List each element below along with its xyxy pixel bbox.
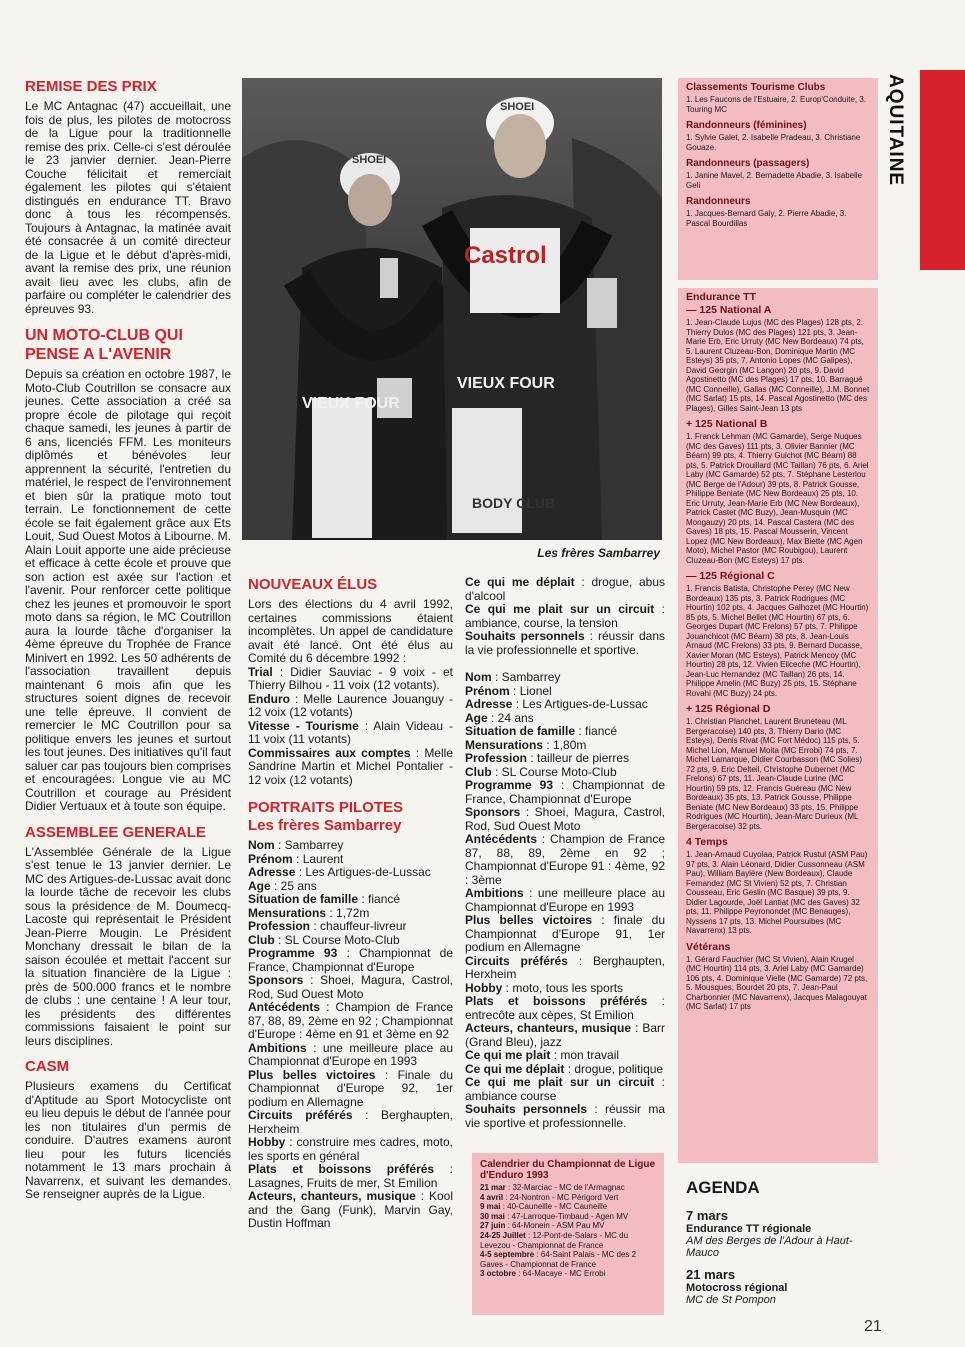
photo-shirt-left: VIEUX FOUR — [302, 395, 400, 412]
portrait-row: Club : SL Course Moto-Club — [248, 932, 400, 947]
photo-bib: BODY CLUB — [472, 495, 555, 511]
agenda-place: MC de St Pompon — [686, 1294, 776, 1306]
calendar-item: 24-25 Juillet : 12-Pont-de-Salars - MC du Levezou - Championnat de France — [480, 1230, 629, 1250]
text-elus-intro: Lors des élections du 4 avril 1992, certaines commissions étaient incomplètes. Un appel de candidature avait été lancé. Ont été élus au Comité du 6 décembre 1992 : — [248, 597, 453, 665]
endurance-section-title: Vétérans — [686, 940, 731, 953]
elus-item: Enduro : Melle Laurence Jouanguy - 12 voix (12 votants) — [248, 691, 453, 719]
agenda-event: Motocross régional — [686, 1282, 788, 1294]
portrait-row: Ce qui me plait sur un circuit : ambiance, course, la tension — [465, 602, 665, 630]
portrait-laurent-cont — [465, 576, 665, 657]
classement-block — [686, 158, 870, 190]
calendar-item: 9 mai : 40-Cauneille - MC Cauneille — [480, 1202, 608, 1212]
elus-item: Commissaires aux comptes : Melle Sandrine Martin et Michel Pontalier - 12 voix (12 votants) — [248, 745, 453, 787]
endurance-section — [686, 837, 870, 936]
endurance-section-title: — 125 Régional C — [686, 570, 775, 582]
heading-nouveaux-elus: NOUVEAUX ÉLUS — [248, 576, 378, 593]
heading-moto-club — [25, 326, 231, 364]
portrait-row: Profession : chauffeur-livreur — [248, 919, 407, 933]
calendar-item: 4 avril : 24-Nontron - MC Périgord Vert — [480, 1192, 619, 1202]
portrait-row: Profession : tailleur de pierres — [465, 751, 630, 765]
agenda-item — [686, 1267, 876, 1306]
portrait-row: Age : 24 ans — [465, 710, 534, 725]
endurance-section — [686, 571, 870, 698]
portrait-row: Ce qui me plait sur un circuit : ambiance course — [465, 1075, 665, 1103]
agenda-event: Endurance TT régionale — [686, 1223, 812, 1235]
portrait-row: Nom : Sambarrey — [465, 670, 561, 684]
endurance-box — [678, 288, 878, 1163]
endurance-section-text: 1. Jean-Claude Lujus (MC des Plages) 128 pts, 2. Thierry Dulos (MC des Plages) 121 pts, 3. Jean-Marie Erb, Eric Urruty (MC New Bordeaux) 74 pts, 5. Laurent Cluzeau-Bon, Dominique Martin (MC Esteys) 35 pts, 7. Antonio Lopes (MC Galipes), David Georgin (MC Langon) 20 pts, 9. David Agostinetto (MC des Plages) 17 pts, 10. Barragué (MC Conneille), Gallas (MC Conneille), J.M. Bonnet (MC Sarlat) 15 pts, 14. Pascal Agostinetto (MC des Plages), Gilles Saint-Jean 13 pts — [686, 318, 870, 413]
endurance-title: Endurance TT — [686, 291, 757, 303]
agenda — [686, 1178, 876, 1306]
portrait-row: Plus belles victoires : Finale du Championnat d'Europe 92, 1er podium en Allemagne — [248, 1067, 453, 1109]
column-middle-right — [465, 576, 665, 1151]
portrait-row: Ambitions : une meilleure place au Championnat d'Europe en 1993 — [248, 1040, 453, 1068]
calendar-item: 21 mar : 32-Marciac - MC de l'Armagnac — [480, 1183, 625, 1192]
agenda-title: AGENDA — [686, 1178, 760, 1197]
photo-helmet-right: SHOEI — [500, 101, 535, 113]
text-assemblee: L'Assemblée Générale de la Ligue s'est tenue le 13 janvier dernier. Le MC des Artigues-de-Lussac avait donc la lourde tâche de recevoir les clubs sous la présidence de M. Doumecq-Lacoste qui représentait le Président Jean-Pierre Mougin. Le Président Monchany dressait le bilan de la saison écoulée et mettait l'accent sur la situation financière de la Ligue : près de 500.000 francs et le nombre de clubs : une centaine ! A leur tour, les présidents des différentes commissions faisaient le point sur leurs disciplines. — [25, 844, 231, 1048]
endurance-section-text: 1. Franck Lehman (MC Gamarde), Serge Nuques (MC des Gaves) 111 pts, 3. Olivier Bannier (MC Béarn) 99 pts, 4. Thierry Guichot (MC Béarn) 88 pts, 5. Patrick Drouillard (MC Taillan) 76 pts, 6. Ariel Laby (MC Gamarde) 52 pts, 7. Stéphane Lesterlou (MC Berge de l'Adour) 39 pts, 8. Patrick Gousse, Philippe Beniate (MC New Bordeaux) 25 pts, 10. Eric Urruty, Jean-Marie Erb (MC New Bordeaux), Patrick Castet (MC Buzy), Jean-Musquin (MC Mongauzy) 20 pts, 14. Pascal Castera (MC des Gaves) 18 pts, 15. Pascal Mousserin, Vincent Lopez (MC New Bordeaux), Max Biette (MC Agen Moto), Michel Pastor (MC Roubigou), Laurent Cluzeau-Bon (MC Esteys) 17 pts. — [686, 432, 869, 565]
portrait-row: Nom : Sambarrey — [248, 838, 344, 852]
portrait-row: Acteurs, chanteurs, musique : Kool and the Gang (Funk), Marvin Gay, Dustin Hoffman — [248, 1189, 453, 1230]
classement-text: 1. Jacques-Bernard Galy, 2. Pierre Abadie, 3. Pascal Bourdillas — [686, 209, 847, 228]
agenda-date: 7 mars — [686, 1208, 728, 1223]
portrait-row: Antécédents : Champion de France 87, 88, 89, 2ème en 92 ; Championnat d'Europe 91 : 4ème, 92 : 3ème — [465, 832, 665, 887]
classement-title: Randonneurs — [686, 196, 751, 207]
heading-moto-club-line2: PENSE A L'AVENIR — [25, 346, 172, 363]
endurance-section-title: 4 Temps — [686, 836, 728, 848]
portrait-laurent — [248, 839, 453, 1231]
portrait-row: Plats et boissons préférés : Lasagnes, Fruits de mer, St Emilion — [248, 1162, 453, 1190]
text-moto-club: Depuis sa création en octobre 1987, le Moto-Club Coutrillon se consacre aux jeunes. Cette association a créé sa propre école de pilotage qui reçoit chaque samedi, les jeunes à partir de 6 ans, licenciés FFM. Les moniteurs diplômés et bénévoles leur apprennent la sécurité, l'entretien du matériel, le respect de l'environnement et bien sûr la pratique moto tout terrain. Le fonctionnement de cette école se fait également grâce aux Ets Louit, Sud Ouest Motos à Libourne. M. Alain Louit apporte une aide précieuse et efficace à cette école et prouve que son action est axée sur l'action et l'avenir. Pour renforcer cette politique chez les jeunes et promouvoir le sport moto dans sa région, le MC Coutrillon aura la lourde tâche d'organiser la 4ème épreuve du Trophée de France Minivert en 1992. Les 50 adhérents de l'association travaillent depuis maintenant 6 mois afin que les structures soient dignes de recevoir une telle épreuve. Il convient de remercier le MC Coutrillon pour sa politique envers les jeunes et surtout les tout jeunes. Des initiatives qu'il faut saluer car pas toujours bien comprises et encouragées. Longue vie au MC Coutrillon et courage au Président Didier Vertuaux et à toute son équipe. — [25, 367, 231, 813]
portrait-row: Hobby : construire mes cadres, moto, les sports en général — [248, 1135, 453, 1163]
section-portraits — [248, 799, 453, 1231]
classement-text: 1. Janine Mavel, 2. Bernadette Abadie, 3. Isabelle Geli — [686, 171, 863, 190]
photo-illustration — [242, 78, 662, 540]
classement-block — [686, 120, 870, 152]
elus-item: Vitesse - Tourisme : Alain Videau - 11 voix (11 votants) — [248, 718, 453, 746]
endurance-section — [686, 704, 870, 831]
portrait-lionel — [465, 671, 665, 1130]
agenda-date: 21 mars — [686, 1267, 736, 1282]
classement-title: Classements Tourisme Clubs — [686, 82, 826, 93]
endurance-section-title: — 125 National A — [686, 304, 772, 316]
portrait-row: Mensurations : 1,72m — [248, 905, 370, 920]
portrait-row: Acteurs, chanteurs, musique : Barr (Grand Bleu), jazz — [465, 1021, 665, 1049]
portrait-row: Ce qui me déplait : drogue, abus d'alcool — [465, 576, 665, 603]
calendar-list — [480, 1183, 656, 1279]
endurance-section — [686, 942, 870, 1012]
portrait-row: Circuits préférés : Berghaupten, Herxheim — [465, 953, 665, 981]
calendar-item: 27 juin : 64-Monein - ASM Pau MV — [480, 1221, 605, 1231]
agenda-place: AM des Berges de l'Adour à Haut-Mauco — [686, 1235, 853, 1259]
heading-remise: REMISE DES PRIX — [25, 78, 157, 95]
heading-moto-club-line1: UN MOTO-CLUB QUI — [25, 327, 183, 344]
portrait-row: Programme 93 : Championnat de France, Championnat d'Europe — [465, 778, 665, 806]
photo-castrol: Castrol — [464, 242, 547, 269]
endurance-section — [686, 419, 870, 565]
page-number: 21 — [864, 1318, 882, 1335]
classement-title: Randonneurs (passagers) — [686, 158, 810, 169]
elus-item: Trial : Didier Sauviac - 9 voix - et Thierry Bilhou - 11 voix (12 votants). — [248, 664, 453, 692]
endurance-section — [686, 305, 870, 413]
calendar-box — [472, 1153, 664, 1315]
section-remise-des-prix — [25, 78, 231, 316]
brand-label: AQUITAINE — [885, 74, 906, 187]
calendar-item: 30 mai : 47-Larroque-Timbaud - Agen MV — [480, 1211, 629, 1221]
classement-text: 1. Les Faucons de l'Estuaire, 2. Europ'Conduite, 3. Touring MC — [686, 95, 867, 114]
calendar-item: 4-5 septembre : 64-Saint Palais - MC des 2 Gaves - Championnat de France — [480, 1250, 637, 1269]
calendar-item: 3 octobre : 64-Macaye - MC Errobi — [480, 1269, 606, 1279]
classement-text: 1. Sylvie Galet, 2. Isabelle Pradeau, 3. Christiane Gouaze. — [686, 133, 861, 152]
endurance-section-title: + 125 National B — [686, 418, 768, 430]
heading-portraits — [248, 799, 453, 835]
portrait-row: Souhaits personnels : réussir dans la vie professionnelle et sportive. — [465, 629, 665, 657]
classement-block — [686, 196, 870, 228]
photo-caption: Les frères Sambarrey — [537, 546, 660, 560]
portrait-row: Plats et boissons préférés : entrecôte aux cèpes, St Emilion — [465, 994, 665, 1022]
heading-assemblee: ASSEMBLEE GENERALE — [25, 823, 206, 841]
classement-title: Randonneurs (féminines) — [686, 120, 807, 131]
elus-list — [248, 666, 453, 788]
photo-sambarrey-brothers — [242, 78, 662, 540]
calendar-title: Calendrier du Championnat de Ligue d'Enduro 1993 — [480, 1159, 656, 1181]
portrait-row: Sponsors : Shoei, Magura, Castrol, Rod, Sud Ouest Moto — [465, 805, 665, 833]
portrait-row: Souhaits personnels : réussir ma vie sportive et professionnelle. — [465, 1102, 665, 1130]
portrait-row: Ce qui me déplait : drogue, politique — [465, 1061, 664, 1076]
agenda-item — [686, 1208, 876, 1259]
heading-portraits-line1: PORTRAITS PILOTES — [248, 799, 404, 816]
portrait-row: Prénom : Lionel — [465, 683, 552, 698]
section-nouveaux-elus — [248, 576, 453, 787]
endurance-section-title: + 125 Régional D — [686, 703, 771, 715]
text-casm: Plusieurs examens du Certificat d'Aptitude au Sport Motocycliste ont eu lieu depuis le début de l'année pour les non titulaires d'un permis de conduire. D'autres examens auront lieu pour les futurs licenciés notamment le 13 mars prochain à Navarrenx, et suivant les demandes. Se renseigner auprès de la Ligue. — [25, 1079, 231, 1201]
endurance-section-text: 1. Jean-Arnaud Cuyolaa, Patrick Rustul (ASM Pau) 97 pts, 3. Alain Léonard, Didier Cussonneau (ASM Pau), William Baylère (New Bordeaux), Claude Fernandez (MC St Vivien) 52 pts, 7. Christian Cousseau, Eric Geslin (MC Basque) 39 pts, 9. Didier Lagourde, Joël Lantiat (MC des Gaves) 32 pts, 11. Philippe Peyronondet (MC Benauges), Nyssens 17 pts, 13. Michel Poursuibes (MC Navarrenx) 13 pts. — [686, 850, 868, 935]
portrait-row: Programme 93 : Championnat de France, Championnat d'Europe — [248, 946, 453, 974]
heading-portraits-line2: Les frères Sambarrey — [248, 817, 402, 834]
classements-box — [678, 78, 878, 280]
section-casm — [25, 1058, 231, 1202]
portrait-row: Adresse : Les Artigues-de-Lussac — [248, 865, 431, 879]
photo-helmet-left: SHOEI — [352, 154, 387, 166]
column-middle-left — [248, 576, 453, 1311]
portrait-row: Ambitions : une meilleure place au Championnat d'Europe en 1993 — [465, 886, 665, 914]
portrait-row: Antécédents : Champion de France 87, 88, 89, 2ème en 92 ; Championnat d'Europe : 4ème en 91 et 3ème en 92 — [248, 1000, 453, 1041]
endurance-section-text: 1. Francis Batista, Christophe Perey (MC New Bordeaux) 135 pts, 3. Patrick Rodrigues (MC Hourtin) 102 pts, 4. Jacques Galhozet (MC Hourtin) 85 pts, 5. Michel Bellet (MC Hourtin) 67 pts, 6. Georges Dupart (MC Frelons) 57 pts, 7. Philippe Jouanchicot (MC Béarn) 38 pts, 8. Jean-Louis Arnaud (MC Frelons) 33 pts, 9. Bernard Ducasse, Xavier Moran (MC Esteys), Patrick Mencoy (MC Hourtin) 28 pts, 12. Vivien Eliceche (MC Hourtin), Jean-Luc Hernandez (MC Taillan) 26 pts, 14. Philippe Amelin (MC Buzy) 25 pts, 15. Stéphane Rovahi (MC Buzy) 24 pts. — [686, 584, 869, 698]
brand-tab — [920, 70, 965, 270]
column-left — [25, 78, 231, 1323]
heading-casm: CASM — [25, 1058, 70, 1075]
portrait-row: Plus belles victoires : finale du Championnat d'Europe 91, 1er podium en Allemagne — [465, 913, 665, 954]
portrait-row: Situation de famille : fiancé — [465, 724, 618, 738]
portrait-row: Club : SL Course Moto-Club — [465, 764, 617, 779]
portrait-row: Circuits préférés : Berghaupten, Herxheim — [248, 1108, 453, 1136]
portrait-row: Age : 25 ans — [248, 878, 317, 893]
portrait-row: Ce qui me plait : mon travail — [465, 1048, 620, 1062]
photo-shirt-right: VIEUX FOUR — [457, 375, 555, 392]
endurance-section-text: 1. Christian Planchet, Laurent Bruneteau (ML Bergeracoise) 140 pts, 3. Thierry Dario (MC Esteys), Denis Rivat (MC Fort Médoc) 115 pts, 5. Michel Lion, Manuel Moita (MC Errobi) 74 pts, 7. Michel Lamarque, Didier Courbasson (MC Solies) 72 pts, 9. Eric Delteil, Christophe Dubernet (MC Frelons) 67 pts, 11. Jean-Claude Lurine (MC Hourtin) 59 pts, 12. Francis Guéreau (MC New Bordeaux) 35 pts, 13. Patrick Gousse, Philippe Beniate (MC New Bordeaux) 33 pts, 15. Philippe Rodrigues (MC Hourtin), Jean-Marc Durieux (ML Bergeracoise) 32 pts. — [686, 717, 863, 831]
classement-block — [686, 82, 870, 114]
endurance-section-text: 1. Gérard Fauchier (MC St Vivien), Alain Krugel (MC Hourtin) 114 pts, 3. Ariel Laby (MC Gamarde) 106 pts, 4. Dominique Vielle (MC Gamarde) 72 pts, 5. Mousques, Bourdet 20 pts, 7. Jean-Paul Charbonnier (MC Navarrenx), Jacques Malagouyat (MC Sarlat) 17 pts — [686, 954, 868, 1011]
portrait-row: Adresse : Les Artigues-de-Lussac — [465, 697, 648, 711]
section-moto-club — [25, 326, 231, 814]
portrait-row: Situation de famille : fiancé — [248, 892, 401, 906]
portrait-row: Hobby : moto, tous les sports — [465, 980, 624, 995]
text-remise: Le MC Antagnac (47) accueillait, une fois de plus, les pilotes de motocross de la Ligue pour la traditionnelle remise des prix. Celle-ci s'est déroulée le 23 janvier dernier. Jean-Pierre Couche félicitait et remerciait également les pilotes qui s'étaient distingués en endurance TT. Bravo donc à tous les récompensés. Toujours à Antagnac, la matinée avait été consacrée à un comité directeur de la Ligue et le début d'après-midi, avant la remise des prix, une réunion avait lieu avec les clubs, afin de parfaire ou compléter le calendrier des épreuves 93. — [25, 99, 231, 316]
portrait-row: Mensurations : 1,80m — [465, 737, 587, 752]
section-assemblee — [25, 824, 231, 1049]
portrait-row: Sponsors : Shoei, Magura, Castrol, Rod, Sud Ouest Moto — [248, 973, 453, 1001]
portrait-row: Prénom : Laurent — [248, 851, 344, 866]
